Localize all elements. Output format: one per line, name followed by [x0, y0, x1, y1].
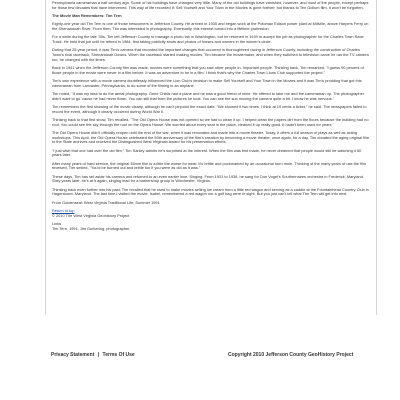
article-paragraph: For a while during the late '30s, Tim left Jefferson County to manage a photo lab in Washington, but he returned in 1939 to accept the job as photographer for the Charles Town Race Track. He held that job until he retired in 1984, first taking publicity shots and photos of horses and owners in the winner's circle.: [52, 34, 364, 44]
footer-separator: |: [97, 352, 100, 358]
site-footer: [0, 352, 400, 362]
article-paragraph: Pennsylvania cameraman a half century ago. Some of his buildings have changed very little. Many of the old buildings have vanished, however, and most of the people, except perhaps for those few decades that have intervened. This way of life recorded it: Sell Yourself and Your Town in the Movies is gone forever, but thanks to Ten Gollum film, it won't be forgotten.: [52, 0, 369, 10]
footer-copyright: Copyright 2010 Jefferson County GeoHistory Project: [228, 352, 354, 358]
article-paragraph: Tim's own experience with a movie camera doubtlessly influenced the Lion Club's decision to make Sell Yourself and Your Town in the Movies and it was Tim's prodding that got this cameraman from Lancaster, Pennsylvania, to do some of the filming in an airplane.: [52, 78, 362, 88]
privacy-statement-link[interactable]: Privacy Statement: [51, 352, 95, 358]
article-paragraph: "I just wish that one had over the old film," Tim Sanley admits he's surprised at the interest. When the film was first made, he never dreamed that people would still be watching it 50 years later.: [52, 147, 362, 158]
article-paragraph: Eighty-one year old Tim Tern is one of those newcomers in Jefferson County. He arrived in 1935 and began work at the Potomac Edison power plant at Millville, above Harpers Ferry on the Shenandoah River. From then, Tim was interested in photography. Eventually, this interest turned into a lifetime profession.: [52, 21, 369, 31]
article-paragraph: After many years of hard service, the original 35mm film is a little the worse for wear. It's brittle and pockmarked by an occasional burn mole. Thinking of the many years of use the film received, Tim smiled, "You'd be burned out and brittle too if you were as old as it was.": [52, 160, 367, 171]
article-body: [46, 0, 376, 231]
terms-of-use-link[interactable]: Terms Of Use: [102, 352, 135, 358]
article-paragraph: During that 25-year period, it was Tim's camera that recorded the important changes that occurred in thoroughbred racing in Jefferson County, including the construction of Charles Town's rival racetrack, Shenandoah Downs. When the racetrack started making movies, Tim became the moviemaker, and when they switched to television came he ran the TV camera too, he changed with the times.: [52, 47, 369, 62]
article-panel: [45, 0, 377, 315]
article-paragraph: Tim noted, "It was my idea to do the aerial photography. Gene Childs had a plane and he was a good friend of mine. He offered to take me and the cameraman up. The photographer didn't want to go 'cause he had never flown. You can still that from the pictures he took. You can see the sun moving the camera quite a bit. I know he was nervous.": [52, 91, 365, 101]
article-paragraph: Thinking back even further into his past, Tim recalled that he used to make movies selling ice cream from a little red wagon and serving as a caddie at the Fountainhead Country Club in Hagerstown, Maryland. The last time I visited the movie, Isabel, remembered a red wagon nor a golf bag were in sight. But you just can't tell what Tim Tern will get into next.: [52, 186, 369, 197]
footer-links: [51, 352, 135, 358]
links-line: Tim Tern, 1991, Jim Gurkering, photographer: [52, 225, 130, 231]
article-paragraph: The Old Opera House didn't officially reopen until the end of the war, when it was renovated and made into a movie theater. Today, it offers a full season of plays as well as acting workshops. This April, the Old Opera House celebrated the 50th anniversary of the film's creation by becoming a movie theater, once again, for a day. Tim donated the aging original film to the State archives and received the Distinguished West Virginian Award for his preservation efforts.: [52, 130, 370, 145]
article-paragraph: These days, Tim has set aside his camera and returned to an even earlier love. Singing. From 1931 to 1936, he sang for Don Vogel's Southernaires orchestra in Frederick, Maryland. Sixty years later, he's at it again, singing lead for a barbershop group in Winchester, Virginia.: [52, 173, 364, 184]
article-copyright: © 2010 The West Virginia Geohistory Project: [52, 212, 130, 218]
article-paragraph: Back in 1941 when the Jefferson County film was made, movies were something that you saw other people in. Important people. Thinking back, Tim remarked, "I guess 90 percent of those people in the movie were never in a film before. It was an adventure to be in a film. I think that's why the Charles Town Lions Club supported the project.": [52, 65, 364, 75]
article-paragraph: Thinking back to that first show, Tim recalled, "The Old Opera House was not opened so we had to clean it up. I helped clean the papers dirt from the floors because the building had no roof. You could see the sky through the roof on the Opera House. We worried about every seat in the place, cleaned it up really good. It hadn't been used for years.": [52, 117, 369, 127]
article-source: From Goldenseal: West Virginia Traditional Life, Summer 1991: [52, 199, 160, 205]
return-to-top-link[interactable]: Return to top: [52, 208, 75, 213]
article-heading: The Movie Man Remembers: Tim Tern: [52, 13, 122, 18]
links-label: Links: [52, 221, 62, 226]
article-paragraph: Tim remembers the first showing of the movie clearly, although he can't pinpoint the exact date. "We showed it two times, I think at 10 cents a ticket," he said. The newspapers failed to record the event, although it clearly occurred during World War II.: [52, 104, 367, 114]
